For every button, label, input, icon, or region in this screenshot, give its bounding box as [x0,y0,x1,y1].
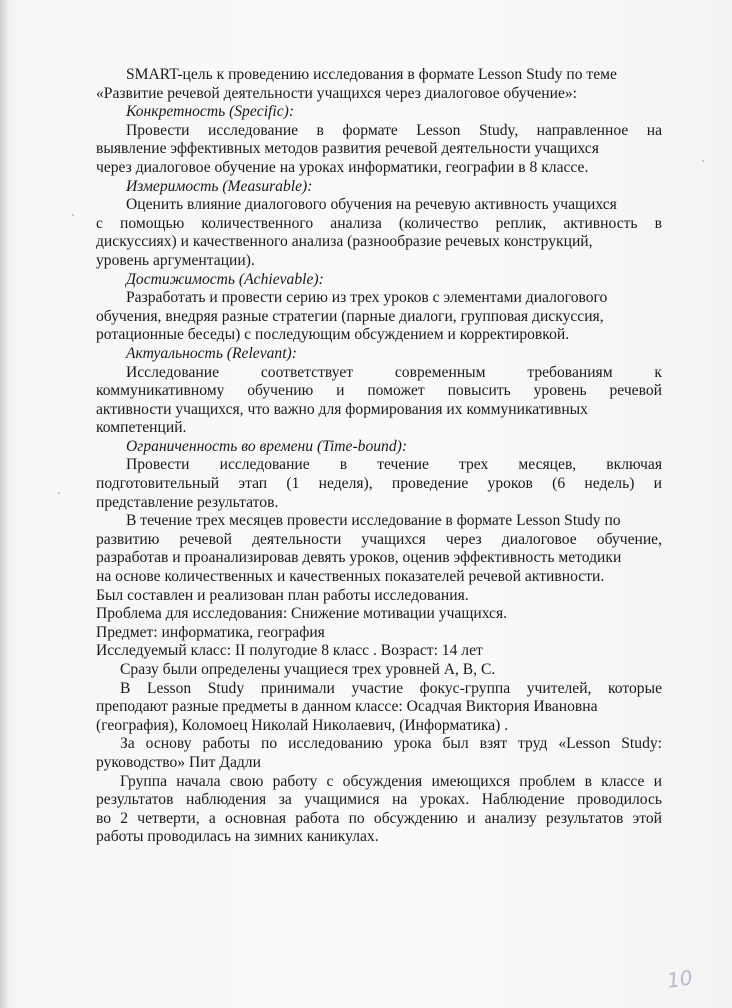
paragraph-line: на основе количественных и качественных показателей речевой активности. [96,568,605,586]
intro-line: SMART-цель к проведению исследования в формате Lesson Study по теме [126,66,617,83]
paragraph-line: компетенций. [96,419,187,437]
scan-edge-shadow [0,0,8,1008]
paragraph-line: обучения, внедряя разные стратегии (парные диалоги, групповая дискуссия, [96,307,604,325]
paragraph-line: Был составлен и реализован план работы исследования. [96,586,469,604]
paragraph-line: работы проводилась на зимних каникулах. [96,828,379,846]
paragraph-line: с помощью количественного анализа (количество реплик, активность в [96,214,662,232]
section-heading-relevant: Актуальность (Relevant): [126,344,297,362]
paragraph-line: Предмет: информатика, география [96,623,325,641]
paragraph-line: Провести исследование в формате Lesson Study, направленное на [126,121,662,139]
paragraph-line: (география), Коломоец Николай Николаевич, (Информатика) . [96,716,509,734]
document-body [96,66,662,847]
paragraph-line: через диалоговое обучение на уроках информатики, географии в 8 классе. [96,158,589,176]
paragraph-line: В течение трех месяцев провести исследование в формате Lesson Study по [126,512,621,530]
paragraph-line: активности учащихся, что важно для формирования их коммуникативных [96,400,588,418]
paragraph-line: результатов наблюдения за учащимися на уроках. Наблюдение проводилось [96,791,662,809]
scan-speck [58,492,60,494]
paragraph-line: Сразу были определены учащиеся трех уровней А, В, С. [120,661,496,678]
paragraph-line: во 2 четверти, а основная работа по обсуждению и анализу результатов этой [96,809,662,827]
paragraph-line: представление результатов. [96,493,279,511]
paragraph-line: развитию речевой деятельности учащихся через диалоговое обучение, [96,530,662,548]
paragraph-line: ротационные беседы) с последующим обсуждением и корректировкой. [96,326,570,344]
paragraph-line: руководство» Пит Дадли [96,753,261,771]
intro-line: «Развитие речевой деятельности учащихся через диалоговое обучение»: [96,84,577,102]
paragraph-line: Исследуемый класс: II полугодие 8 класс . Возраст: 14 лет [96,642,483,660]
paragraph-line: Группа начала свою работу с обсуждения имеющихся проблем в классе и [120,772,662,790]
paragraph-line: Провести исследование в течение трех месяцев, включая [126,456,662,474]
paragraph-line: выявление эффективных методов развития речевой деятельности учащихся [96,140,599,158]
section-heading-measurable: Измеримость (Measurable): [126,177,313,195]
paragraph-line: подготовительный этап (1 неделя), проведение уроков (6 недель) и [96,475,662,493]
section-heading-time-bound: Ограниченность во времени (Time-bound): [126,437,408,455]
paragraph-line: Оценить влияние диалогового обучения на речевую активность учащихся [126,196,617,214]
scan-speck [72,214,74,216]
handwritten-page-number: 10 [665,965,694,993]
paragraph-line: разработав и проанализировав девять уроков, оценив эффективность методики [96,549,622,567]
scan-speck [702,160,704,162]
paragraph-line: преподают разные предметы в данном классе: Осадчая Виктория Ивановна [96,698,598,716]
paragraph-line: дискуссиях) и качественного анализа (разнообразие речевых конструкций, [96,233,593,251]
paragraph-line: В Lesson Study принимали участие фокус-группа учителей, которые [120,679,662,697]
section-heading-achievable: Достижимость (Achievable): [126,270,324,288]
paragraph-line: Разработать и провести серию из трех уроков с элементами диалогового [126,289,608,307]
paragraph-line: Исследование соответствует современным требованиям к [126,363,662,381]
paragraph-line: уровень аргументации). [96,251,255,269]
paragraph-line: За основу работы по исследованию урока был взят труд «Lesson Study: [120,735,662,753]
paragraph-line: Проблема для исследования: Снижение мотивации учащихся. [96,605,508,623]
paragraph-line: коммуникативному обучению и поможет повысить уровень речевой [96,382,662,400]
section-heading-specific: Конкретность (Specific): [126,103,295,121]
